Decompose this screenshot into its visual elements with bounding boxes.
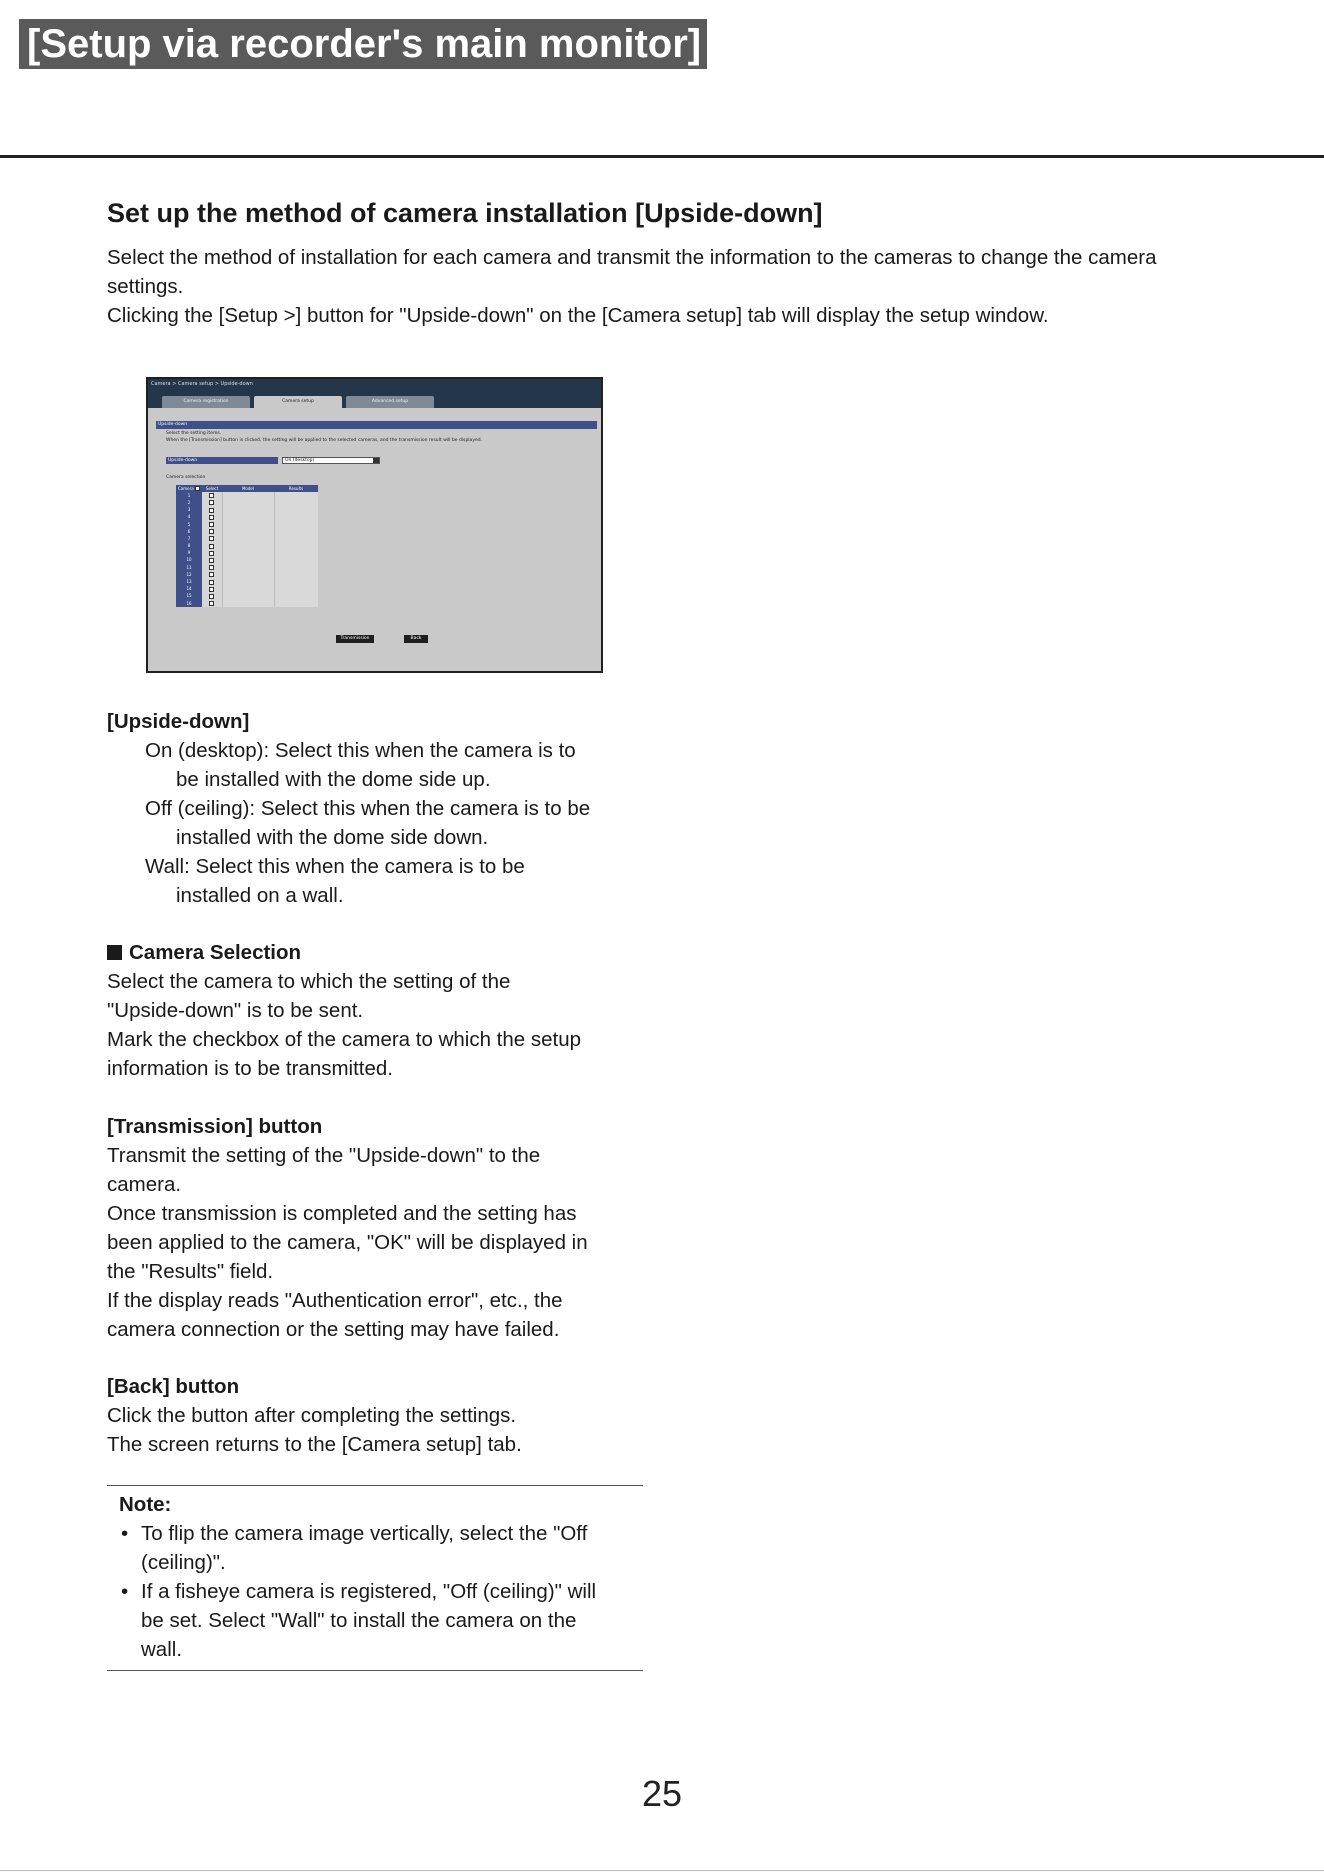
checkbox-icon bbox=[209, 515, 214, 520]
tab-camera-setup: Camera setup bbox=[254, 396, 342, 408]
results-cell bbox=[274, 600, 318, 607]
model-cell bbox=[222, 492, 274, 499]
option-line: installed with the dome side down. bbox=[176, 826, 489, 849]
header-divider bbox=[0, 155, 1324, 158]
results-cell bbox=[274, 557, 318, 564]
tab-advanced-setup: Advanced setup bbox=[346, 396, 434, 408]
results-cell bbox=[274, 535, 318, 542]
screenshot-transmission-button: Transmission bbox=[336, 635, 374, 643]
checkbox-icon bbox=[209, 601, 214, 606]
note-line: (ceiling)". bbox=[141, 1551, 226, 1574]
table-row bbox=[176, 586, 318, 593]
results-cell bbox=[274, 586, 318, 593]
body-line: camera connection or the setting may have failed. bbox=[107, 1318, 560, 1341]
square-bullet-icon bbox=[107, 945, 122, 960]
note-line: • If a fisheye camera is registered, "Off (ceiling)" will bbox=[141, 1580, 597, 1603]
results-cell bbox=[274, 514, 318, 521]
body-line: "Upside-down" is to be sent. bbox=[107, 999, 364, 1022]
checkbox-icon bbox=[209, 536, 214, 541]
footer-divider bbox=[0, 1870, 1324, 1871]
camera-number-cell: 15 bbox=[176, 593, 202, 600]
camera-number-cell: 11 bbox=[176, 564, 202, 571]
screenshot-select-value: On (desktop) bbox=[285, 458, 315, 463]
camera-number-cell: 9 bbox=[176, 550, 202, 557]
table-row bbox=[176, 543, 318, 550]
checkbox-icon bbox=[195, 486, 200, 491]
model-cell bbox=[222, 600, 274, 607]
screenshot-tab-bar bbox=[148, 390, 601, 408]
table-row bbox=[176, 514, 318, 521]
setup-window-screenshot bbox=[146, 377, 603, 673]
select-cell bbox=[202, 571, 222, 578]
screenshot-upside-down-select bbox=[282, 457, 380, 464]
checkbox-icon bbox=[209, 522, 214, 527]
screenshot-instruction: When the [Transmission] button is clicked, the setting will be applied to the selected cameras, and the transmission result will be displayed. bbox=[166, 438, 483, 443]
screenshot-upside-down-label: Upside-down bbox=[166, 457, 278, 464]
table-row bbox=[176, 528, 318, 535]
transmission-section bbox=[107, 1112, 647, 1344]
note-item bbox=[119, 1577, 643, 1664]
option-line: be installed with the dome side up. bbox=[176, 768, 491, 791]
table-row bbox=[176, 492, 318, 499]
table-header-row bbox=[176, 485, 318, 492]
select-cell bbox=[202, 550, 222, 557]
checkbox-icon bbox=[209, 587, 214, 592]
checkbox-icon bbox=[209, 551, 214, 556]
model-cell bbox=[222, 507, 274, 514]
body-line: information is to be transmitted. bbox=[107, 1057, 393, 1080]
model-cell bbox=[222, 593, 274, 600]
note-line: • To flip the camera image vertically, select the "Off bbox=[141, 1522, 588, 1545]
checkbox-icon bbox=[209, 580, 214, 585]
results-cell bbox=[274, 564, 318, 571]
body-line: The screen returns to the [Camera setup] tab. bbox=[107, 1433, 522, 1456]
results-cell bbox=[274, 578, 318, 585]
select-cell bbox=[202, 600, 222, 607]
body-line: If the display reads "Authentication error", etc., the bbox=[107, 1289, 563, 1312]
table-row bbox=[176, 593, 318, 600]
table-row bbox=[176, 571, 318, 578]
table-row bbox=[176, 557, 318, 564]
select-cell bbox=[202, 521, 222, 528]
camera-number-cell: 13 bbox=[176, 578, 202, 585]
camera-number-cell: 2 bbox=[176, 499, 202, 506]
table-row bbox=[176, 499, 318, 506]
note-line: wall. bbox=[141, 1638, 183, 1661]
subsection-heading: Camera Selection bbox=[107, 938, 647, 967]
table-row bbox=[176, 600, 318, 607]
results-cell bbox=[274, 543, 318, 550]
select-cell bbox=[202, 507, 222, 514]
column-header: Model bbox=[222, 485, 274, 492]
select-cell bbox=[202, 593, 222, 600]
body-line: Mark the checkbox of the camera to which the setup bbox=[107, 1028, 582, 1051]
camera-rows bbox=[176, 492, 318, 607]
select-cell bbox=[202, 514, 222, 521]
table-row bbox=[176, 564, 318, 571]
model-cell bbox=[222, 571, 274, 578]
model-cell bbox=[222, 528, 274, 535]
screenshot-section-bar: Upside-down bbox=[156, 421, 597, 429]
chevron-down-icon bbox=[373, 458, 379, 463]
screenshot-camera-selection-label: Camera selection bbox=[166, 475, 206, 480]
select-cell bbox=[202, 543, 222, 550]
checkbox-icon bbox=[209, 544, 214, 549]
select-cell bbox=[202, 535, 222, 542]
subsection-heading: [Upside-down] bbox=[107, 710, 250, 733]
note-item bbox=[119, 1519, 643, 1577]
subsection-heading: [Back] button bbox=[107, 1375, 240, 1398]
model-cell bbox=[222, 535, 274, 542]
checkbox-icon bbox=[209, 500, 214, 505]
results-cell bbox=[274, 499, 318, 506]
table-row bbox=[176, 521, 318, 528]
body-line: camera. bbox=[107, 1173, 182, 1196]
camera-number-cell: 7 bbox=[176, 535, 202, 542]
subsection-heading: [Transmission] button bbox=[107, 1115, 323, 1138]
camera-number-cell: 10 bbox=[176, 557, 202, 564]
table-row bbox=[176, 578, 318, 585]
table-row bbox=[176, 550, 318, 557]
model-cell bbox=[222, 550, 274, 557]
checkbox-icon bbox=[209, 558, 214, 563]
select-cell bbox=[202, 492, 222, 499]
body-line: the "Results" field. bbox=[107, 1260, 274, 1283]
screenshot-instruction: Select the setting items. bbox=[166, 431, 222, 436]
model-cell bbox=[222, 521, 274, 528]
tab-camera-registration: Camera registration bbox=[162, 396, 250, 408]
camera-number-cell: 4 bbox=[176, 514, 202, 521]
model-cell bbox=[222, 586, 274, 593]
results-cell bbox=[274, 550, 318, 557]
select-cell bbox=[202, 557, 222, 564]
back-section bbox=[107, 1372, 647, 1459]
column-header: Results bbox=[274, 485, 318, 492]
select-cell bbox=[202, 528, 222, 535]
upside-down-section bbox=[107, 707, 647, 910]
column-header: Camera bbox=[176, 485, 202, 492]
camera-number-cell: 14 bbox=[176, 586, 202, 593]
note-title: Note: bbox=[119, 1493, 172, 1516]
option-line: installed on a wall. bbox=[176, 884, 344, 907]
camera-number-cell: 12 bbox=[176, 571, 202, 578]
results-cell bbox=[274, 593, 318, 600]
camera-selection-section bbox=[107, 938, 647, 1083]
option-line: Wall: Select this when the camera is to be bbox=[145, 855, 525, 878]
results-cell bbox=[274, 492, 318, 499]
results-cell bbox=[274, 528, 318, 535]
body-line: Transmit the setting of the "Upside-down" to the bbox=[107, 1144, 541, 1167]
body-line: been applied to the camera, "OK" will be displayed in bbox=[107, 1231, 588, 1254]
select-cell bbox=[202, 499, 222, 506]
camera-number-cell: 5 bbox=[176, 521, 202, 528]
model-cell bbox=[222, 564, 274, 571]
select-cell bbox=[202, 564, 222, 571]
page-header-title: [Setup via recorder's main monitor] bbox=[19, 19, 707, 69]
checkbox-icon bbox=[209, 529, 214, 534]
checkbox-icon bbox=[209, 508, 214, 513]
checkbox-icon bbox=[209, 572, 214, 577]
camera-number-cell: 16 bbox=[176, 600, 202, 607]
body-line: Select the camera to which the setting of the bbox=[107, 970, 511, 993]
section-intro bbox=[107, 243, 1217, 330]
note-line: be set. Select "Wall" to install the camera on the bbox=[141, 1609, 577, 1632]
body-line: Once transmission is completed and the setting has bbox=[107, 1202, 577, 1225]
body-line: Click the button after completing the settings. bbox=[107, 1404, 517, 1427]
model-cell bbox=[222, 499, 274, 506]
results-cell bbox=[274, 507, 318, 514]
page-number: 25 bbox=[641, 1773, 683, 1814]
column-header: Select bbox=[202, 485, 222, 492]
checkbox-icon bbox=[209, 493, 214, 498]
option-line: On (desktop): Select this when the camera is to bbox=[145, 739, 576, 762]
select-cell bbox=[202, 578, 222, 585]
results-cell bbox=[274, 571, 318, 578]
select-cell bbox=[202, 586, 222, 593]
screenshot-back-button: Back bbox=[404, 635, 428, 643]
section-title: Set up the method of camera installation [Upside-down] bbox=[107, 198, 823, 228]
camera-number-cell: 8 bbox=[176, 543, 202, 550]
model-cell bbox=[222, 543, 274, 550]
note-box bbox=[107, 1485, 643, 1671]
camera-number-cell: 1 bbox=[176, 492, 202, 499]
camera-number-cell: 6 bbox=[176, 528, 202, 535]
model-cell bbox=[222, 514, 274, 521]
intro-paragraph: Clicking the [Setup >] button for "Upside-down" on the [Camera setup] tab will display the setup window. bbox=[107, 304, 1049, 327]
intro-paragraph: Select the method of installation for each camera and transmit the information to the cameras to change the camera settings. bbox=[107, 246, 1157, 298]
table-row bbox=[176, 507, 318, 514]
checkbox-icon bbox=[209, 565, 214, 570]
results-cell bbox=[274, 521, 318, 528]
camera-number-cell: 3 bbox=[176, 507, 202, 514]
checkbox-icon bbox=[209, 594, 214, 599]
model-cell bbox=[222, 557, 274, 564]
screenshot-camera-table bbox=[176, 485, 318, 607]
screenshot-breadcrumb: Camera > Camera setup > Upside-down bbox=[148, 379, 601, 390]
table-row bbox=[176, 535, 318, 542]
option-line: Off (ceiling): Select this when the camera is to be bbox=[145, 797, 591, 820]
model-cell bbox=[222, 578, 274, 585]
